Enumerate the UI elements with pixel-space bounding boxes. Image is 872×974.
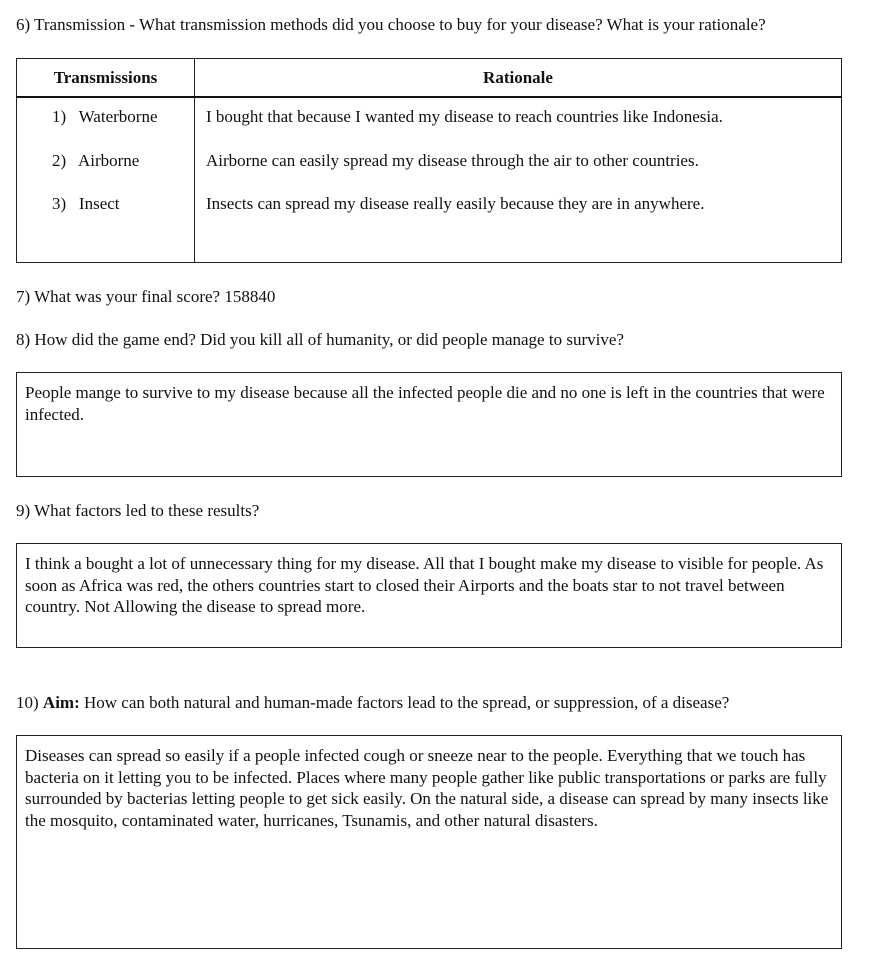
- rationale-cell: [195, 97, 842, 263]
- answer-8-box: People mange to survive to my disease because all the infected people die and no one is left in the countries that were infected.: [16, 372, 842, 477]
- question-10-number: 10): [16, 693, 39, 712]
- rationale-item: Airborne can easily spread my disease through the air to other countries.: [206, 150, 699, 170]
- rationale-item: I bought that because I wanted my disease to reach countries like Indonesia.: [206, 107, 723, 126]
- question-9: 9) What factors led to these results?: [16, 501, 260, 520]
- transmission-number: 3): [52, 194, 67, 213]
- transmission-number: 2): [52, 150, 67, 170]
- transmission-item: [17, 106, 194, 150]
- question-6: 6) Transmission - What transmission methods did you choose to buy for your disease? What is your rationale?: [16, 15, 766, 34]
- transmission-method: Waterborne: [78, 107, 158, 126]
- transmission-table: [16, 58, 842, 263]
- question-7: 7) What was your final score? 158840: [16, 287, 276, 306]
- question-10: [16, 693, 729, 713]
- header-transmissions: Transmissions: [17, 59, 195, 98]
- answer-9-box: I think a bought a lot of unnecessary thing for my disease. All that I bought make my disease to visible for people. As soon as Africa was red, the others countries start to closed their Airports and the boats star to not travel between country. Not Allowing the disease to spread more.: [16, 543, 842, 648]
- answer-10-box: Diseases can spread so easily if a people infected cough or sneeze near to the people. Everything that we touch has bacteria on it letting you to be infected. Places where many people gather like public transportations or parks are fully surrounded by bacterias letting people to get sick easily. On the natural side, a disease can spread by many insects like the mosquito, contaminated water, hurricanes, Tsunamis, and other natural disasters.: [16, 735, 842, 949]
- transmission-method: Insect: [78, 194, 120, 213]
- transmissions-cell: [17, 97, 195, 263]
- question-8: 8) How did the game end? Did you kill all of humanity, or did people manage to survive?: [16, 330, 624, 349]
- rationale-item: Insects can spread my disease really easily because they are in anywhere.: [206, 194, 705, 213]
- transmission-item: [17, 193, 194, 237]
- transmission-method: Airborne: [77, 150, 140, 170]
- question-10-text: How can both natural and human-made factors lead to the spread, or suppression, of a disease?: [84, 693, 730, 712]
- transmission-item: [17, 150, 194, 194]
- transmission-number: 1): [52, 107, 67, 126]
- question-10-aim-label: Aim:: [42, 693, 80, 712]
- header-rationale: Rationale: [195, 59, 842, 98]
